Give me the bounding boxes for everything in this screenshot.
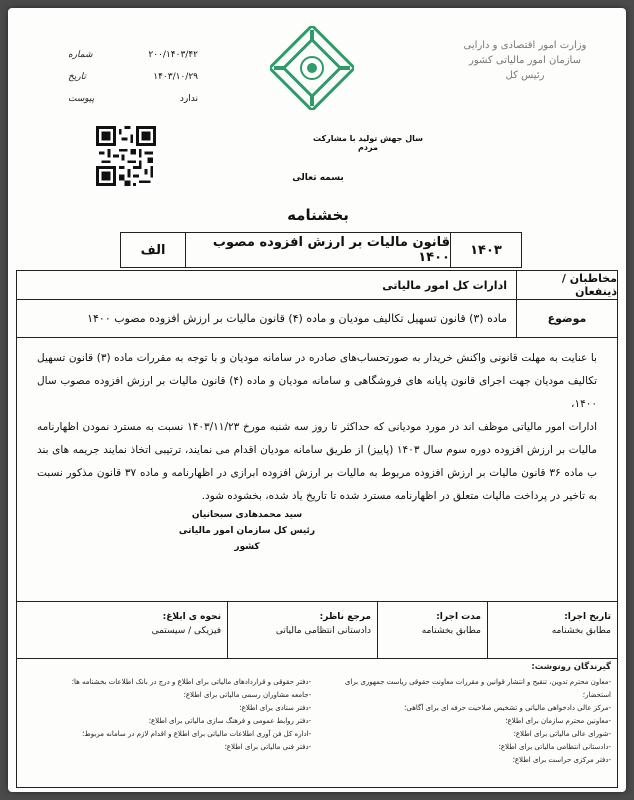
circular-header-table [120,232,522,268]
ministry-line-2: سازمان امور مالیاتی کشور [469,55,581,66]
circular-document [8,8,626,792]
duration-label: مدت اجرا: [436,612,481,622]
recipient-item: -دادستانی انتظامی مالیاتی برای اطلاع؛ [498,743,611,751]
subject-value: ماده (۳) قانون تسهیل تکالیف مودیان و ماده (۴) قانون مالیات بر ارزش افزوده مصوب ۱۴۰۰ [87,311,507,325]
signatory-title: رئیس کل سازمان امور مالیاتی کشور [178,526,316,552]
date-label: تاریخ [68,72,86,82]
recipients-block [23,661,611,767]
execution-info-strip [17,601,617,659]
supervisor-cell [227,602,377,658]
recipient-item: -جامعه مشاوران رسمی مالیاتی برای اطلاع؛ [183,691,312,699]
recipient-item: -اداره کل فن آوری اطلاعات مالیاتی برای اطلاع و اقدام لازم در سامانه مربوط؛ [82,730,312,738]
recipient-item: -شورای عالی مالیاتی برای اطلاع؛ [513,730,611,738]
recipient-item: -معاونین محترم سازمان برای اطلاع؛ [505,717,611,725]
number-value: ۲۰۰/۱۴۰۳/۴۲ [148,50,198,60]
subject-row [17,299,617,338]
ministry-line-3: رئیس کل [505,70,545,81]
number-label: شماره [68,50,93,60]
addressees-label: مخاطبان / ذینفعان [516,271,617,299]
notify-cell [17,602,227,658]
date-value: ۱۴۰۳/۱۰/۲۹ [153,72,198,82]
supervisor-value: دادستانی انتظامی مالیاتی [275,626,371,636]
attachment-value: ندارد [179,94,198,104]
basmala: بسمه تعالی [292,173,344,183]
circular-body-box [16,270,618,788]
letter-metadata [68,44,198,110]
circular-law-title: قانون مالیات بر ارزش افزوده مصوب ۱۴۰۰ [185,233,450,267]
year-slogan: سال جهش تولید با مشارکت مردم [312,134,424,152]
recipients-left-column [23,676,311,767]
recipient-item: -دفتر حقوقی و قراردادهای مالیاتی برای اطلاع و درج در بانک اطلاعات بخشنامه ها؛ [71,678,312,686]
circular-code: الف [140,242,166,258]
duration-value: مطابق بخشنامه [421,626,481,636]
body-paragraph-1: با عنایت به مهلت قانونی واکنش خریدار به صورتحساب‌های صادره در سامانه مودیان و با توجه به مقررات ماده (۳) قانون تسهیل تکالیف مودیان جهت اجرای قانون پایانه های فروشگاهی و سامانه مودیان و ماده (۴) قانون مالیات بر ارزش افزوده مصوب سال ۱۴۰۰، [37,352,598,410]
recipient-item: -دفتر مرکزی حراست برای اطلاع؛ [512,756,611,764]
addressees-row [17,271,617,300]
signatory-name: سید محمدهادی سبحانیان [191,510,303,520]
recipient-item: -دفتر فنی مالیاتی برای اطلاع؛ [224,743,312,751]
notify-label: نحوه ی ابلاغ: [162,612,221,622]
recipient-item: -معاون محترم تدوین، تنقیح و انتشار قوانین و مقررات معاونت حقوقی ریاست جمهوری برای استحضار؛ [344,678,611,699]
qr-code-icon[interactable] [96,126,156,186]
recipient-item: -دفتر روابط عمومی و فرهنگ سازی مالیاتی برای اطلاع؛ [148,717,312,725]
supervisor-label: مرجع ناظر: [319,612,371,622]
addressees-value: ادارات کل امور مالیاتی [382,278,507,292]
recipients-label: گیرندگان رونوشت: [531,662,611,672]
recipients-right-column [323,676,611,767]
subject-label: موضوع [516,299,617,337]
document-title: بخشنامه [287,206,349,224]
exec-date-label: تاریخ اجرا: [564,612,611,622]
recipient-item: -دفتر ستادی برای اطلاع؛ [239,704,312,712]
signature-block [167,507,327,555]
recipient-item: -مرکز عالی دادخواهی مالیاتی و تشخیص صلاحیت حرفه ای برای آگاهی؛ [404,704,611,712]
ministry-header [450,38,600,83]
notify-value: فیزیکی / سیستمی [151,626,221,636]
body-paragraph-2: ادارات امور مالیاتی موظف اند در مورد مودیانی که حداکثر تا روز سه شنبه مورخ ۱۴۰۳/۱۱/۲۳ نسبت به مسترد نمودن اظهارنامه مالیات بر ارزش افزوده دوره سوم سال ۱۴۰۳ (پاییز) از طریق سامانه مودیان اقدام می نمایند، ترتیبی اتخاذ نمایند جریمه های بند ب ماده ۳۶ قانون مالیات بر ارزش افزوده مربوط به مالیات بر ارزش افزوده ابرازی در اظهارنامه و ماده ۳۷ قانون مذکور نسبت به تاخیر در پرداخت مالیات متعلق در اظهارنامه مسترد شده تا تاریخ یاد شده، بخشوده شود. [37,421,598,502]
attachment-label: پیوست [68,94,95,104]
exec-date-value: مطابق بخشنامه [551,626,611,636]
tax-organization-logo-icon [270,26,354,110]
duration-cell [377,602,487,658]
circular-year: ۱۴۰۳ [450,233,521,267]
ministry-line-1: وزارت امور اقتصادی و دارایی [463,40,587,51]
exec-date-cell [487,602,617,658]
circular-body-text [37,347,597,508]
